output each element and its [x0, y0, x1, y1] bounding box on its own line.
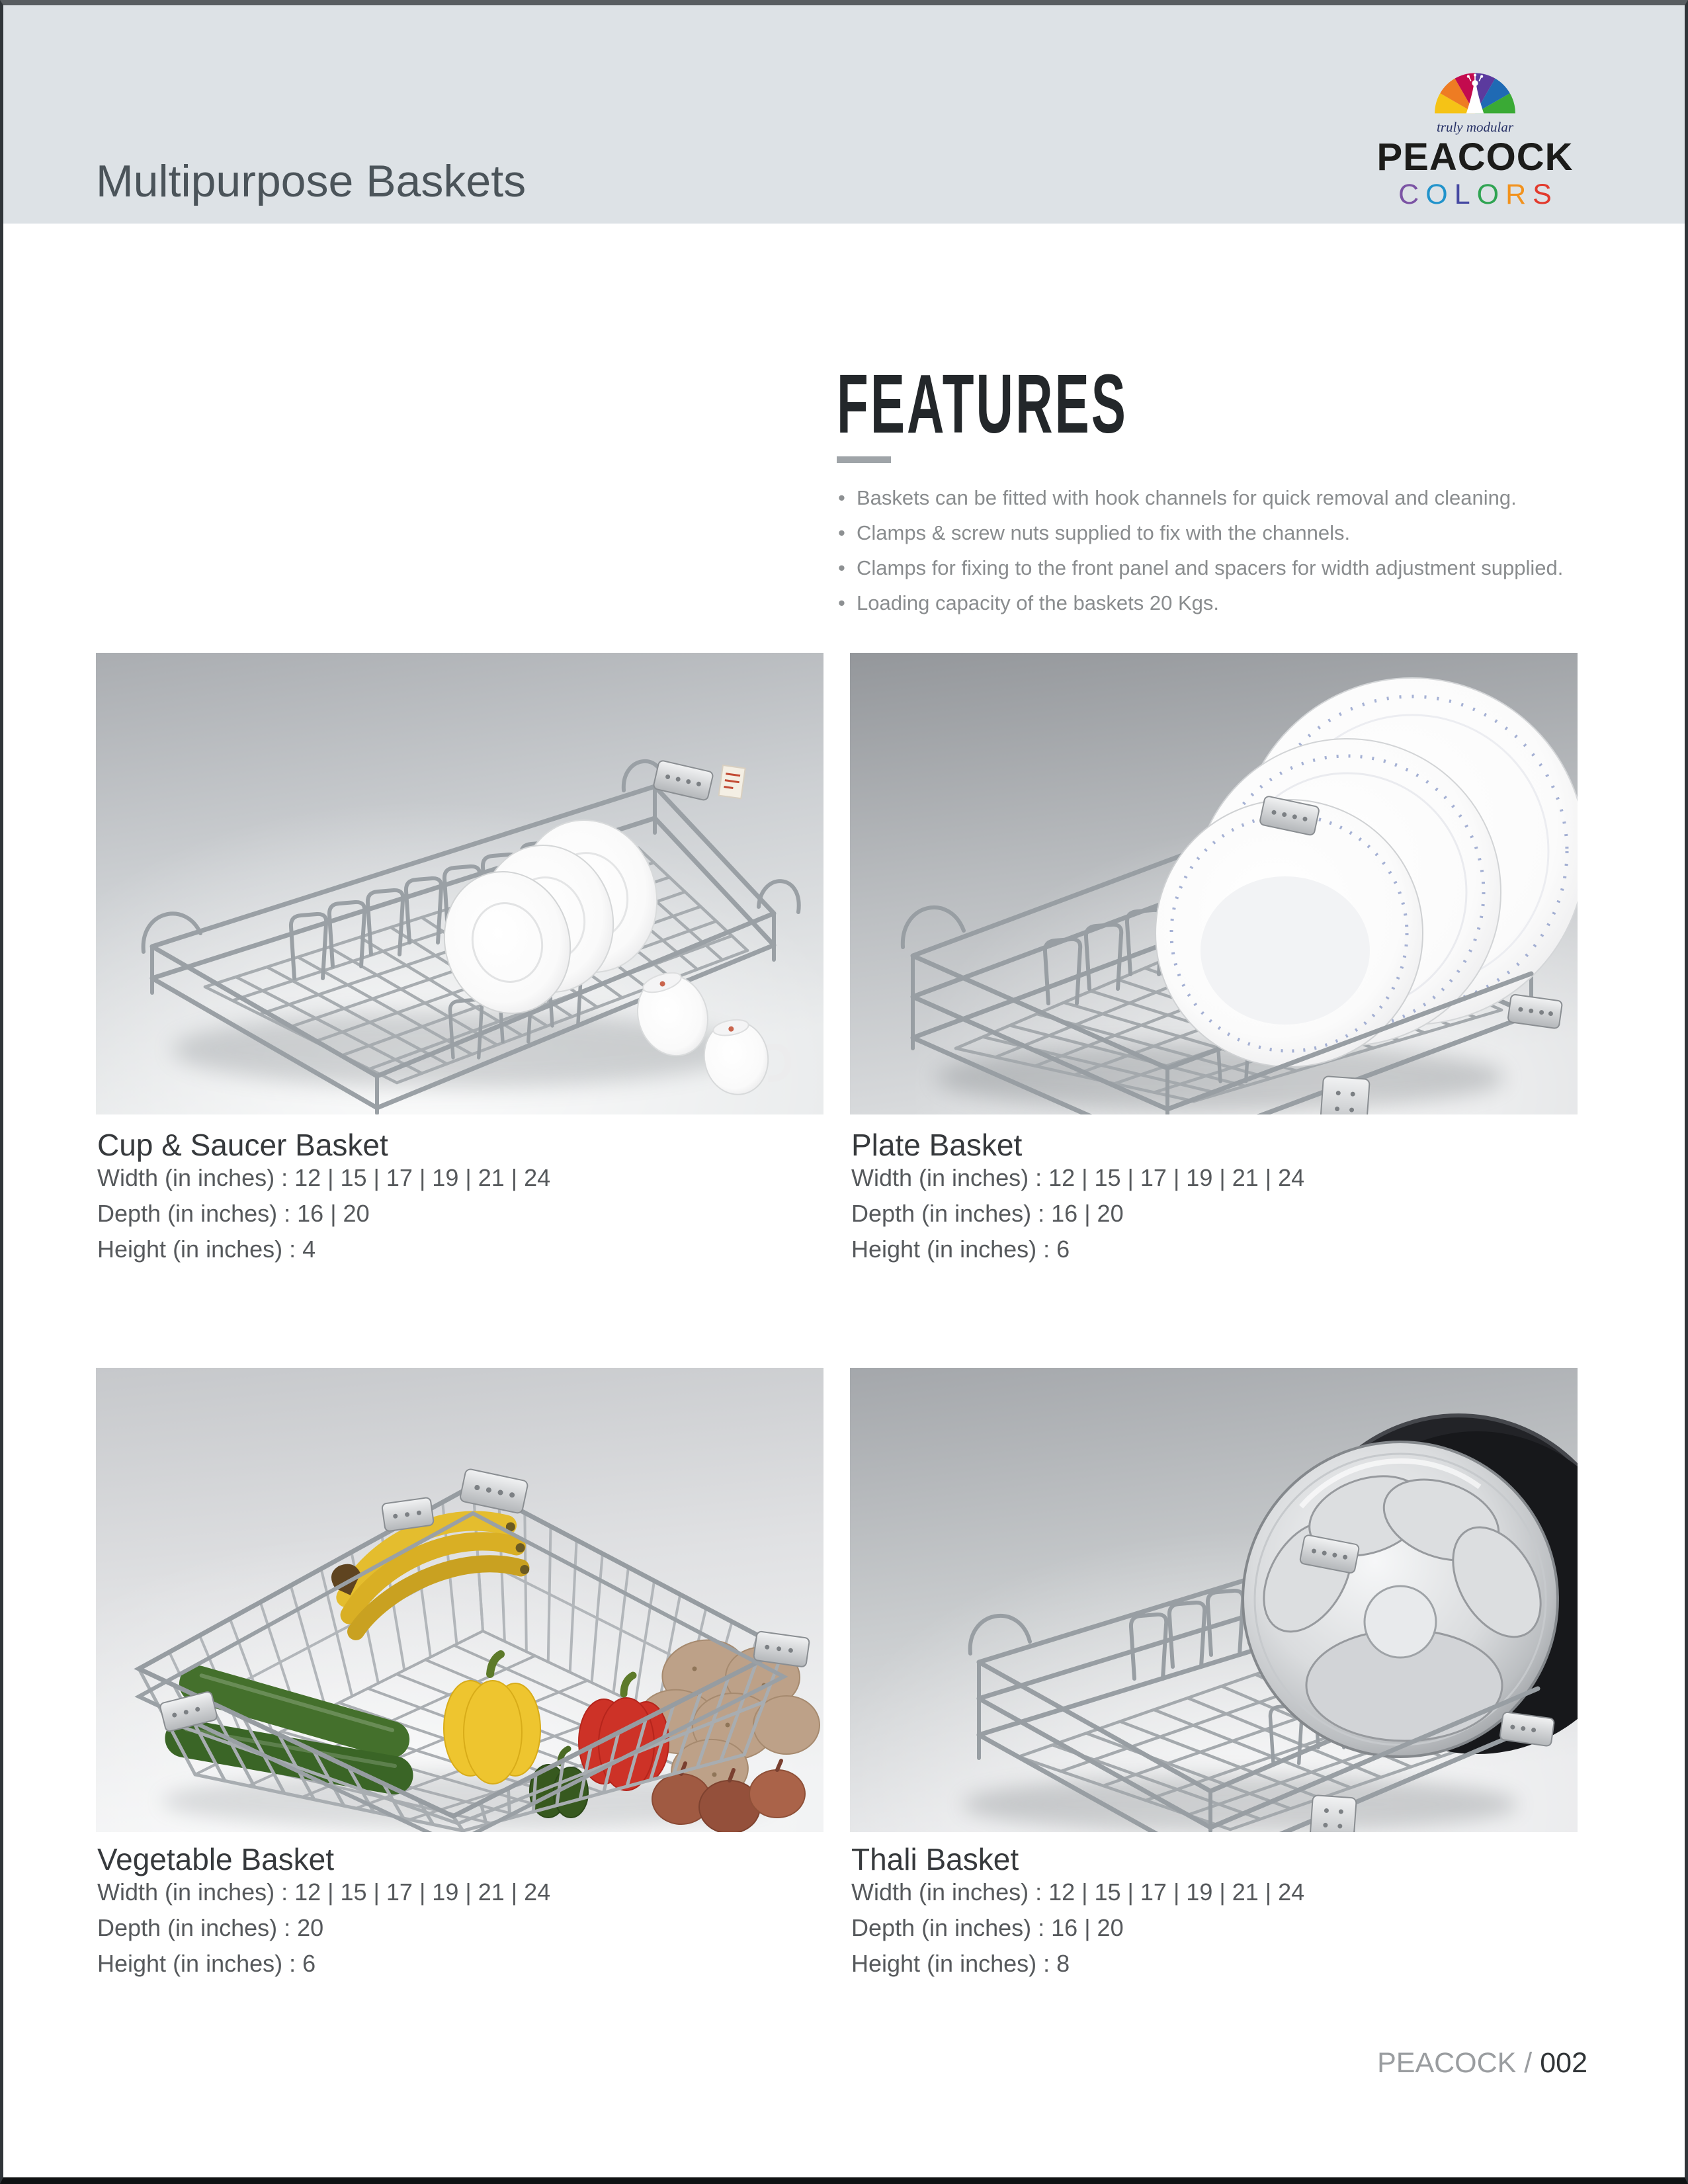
spec-width: Width (in inches) : 12 | 15 | 17 | 19 | 21 | 24 — [851, 1878, 1305, 1906]
paper-tag — [719, 765, 745, 798]
channel-bracket — [382, 1497, 434, 1532]
spec-width: Width (in inches) : 12 | 15 | 17 | 19 | 21 | 24 — [97, 1878, 551, 1906]
logo-tagline: truly modular — [1436, 119, 1514, 135]
peacock-fan-icon — [1431, 71, 1519, 118]
logo-letter: L — [1454, 179, 1470, 210]
product-name: Cup & Saucer Basket — [97, 1128, 388, 1162]
page-footer — [1377, 2049, 1587, 2078]
logo-letter: S — [1533, 179, 1552, 210]
features-section — [837, 357, 1604, 620]
vegetable-basket-photo — [96, 1368, 823, 1832]
product-name: Plate Basket — [851, 1128, 1023, 1162]
logo-letter: O — [1476, 179, 1499, 210]
brand-logo — [1363, 71, 1587, 209]
feature-item: • Clamps for fixing to the front panel and spacers for width adjustment supplied. — [837, 550, 1604, 585]
logo-colors-word — [1363, 181, 1587, 209]
header-band — [3, 5, 1685, 224]
product-caption — [851, 1844, 1585, 1982]
spec-height: Height (in inches) : 6 — [851, 1236, 1070, 1263]
product-name: Vegetable Basket — [97, 1842, 335, 1876]
product-caption — [97, 1844, 831, 1982]
spec-depth: Depth (in inches) : 16 | 20 — [851, 1914, 1124, 1941]
logo-letter: C — [1398, 179, 1419, 210]
spec-width: Width (in inches) : 12 | 15 | 17 | 19 | 21 | 24 — [97, 1164, 551, 1191]
spec-depth: Depth (in inches) : 20 — [97, 1914, 324, 1941]
logo-brand-text: PEACOCK — [1376, 136, 1574, 179]
product-name: Thali Basket — [851, 1842, 1019, 1876]
spec-depth: Depth (in inches) : 16 | 20 — [851, 1200, 1124, 1227]
basket-shadow — [962, 1775, 1518, 1832]
channel-bracket — [1320, 1076, 1370, 1114]
plate-basket-photo — [850, 653, 1578, 1114]
feature-item: • Clamps & screw nuts supplied to fix with the channels. — [837, 515, 1604, 550]
feature-item: • Loading capacity of the baskets 20 Kgs. — [837, 585, 1604, 620]
product-caption — [97, 1130, 831, 1267]
features-heading: FEATURES — [837, 357, 1128, 450]
cup-and-saucer-basket-photo — [96, 653, 823, 1114]
logo-letter: O — [1425, 179, 1448, 210]
spec-height: Height (in inches) : 4 — [97, 1236, 316, 1263]
product-caption — [851, 1130, 1585, 1267]
features-list — [837, 480, 1604, 620]
spec-width: Width (in inches) : 12 | 15 | 17 | 19 | 21 | 24 — [851, 1164, 1305, 1191]
spec-height: Height (in inches) : 6 — [97, 1950, 316, 1977]
channel-bracket — [1309, 1795, 1357, 1832]
features-underline — [837, 456, 891, 463]
footer-brand: PEACOCK / — [1377, 2047, 1533, 2079]
steel-thali — [1243, 1442, 1558, 1757]
feature-item: • Baskets can be fitted with hook channels for quick removal and cleaning. — [837, 480, 1604, 515]
footer-page-number: 002 — [1540, 2047, 1587, 2079]
spec-depth: Depth (in inches) : 16 | 20 — [97, 1200, 370, 1227]
page-title: Multipurpose Baskets — [96, 156, 527, 206]
spec-height: Height (in inches) : 8 — [851, 1950, 1070, 1977]
thali-basket-photo — [850, 1368, 1578, 1832]
logo-letter: R — [1505, 179, 1527, 210]
